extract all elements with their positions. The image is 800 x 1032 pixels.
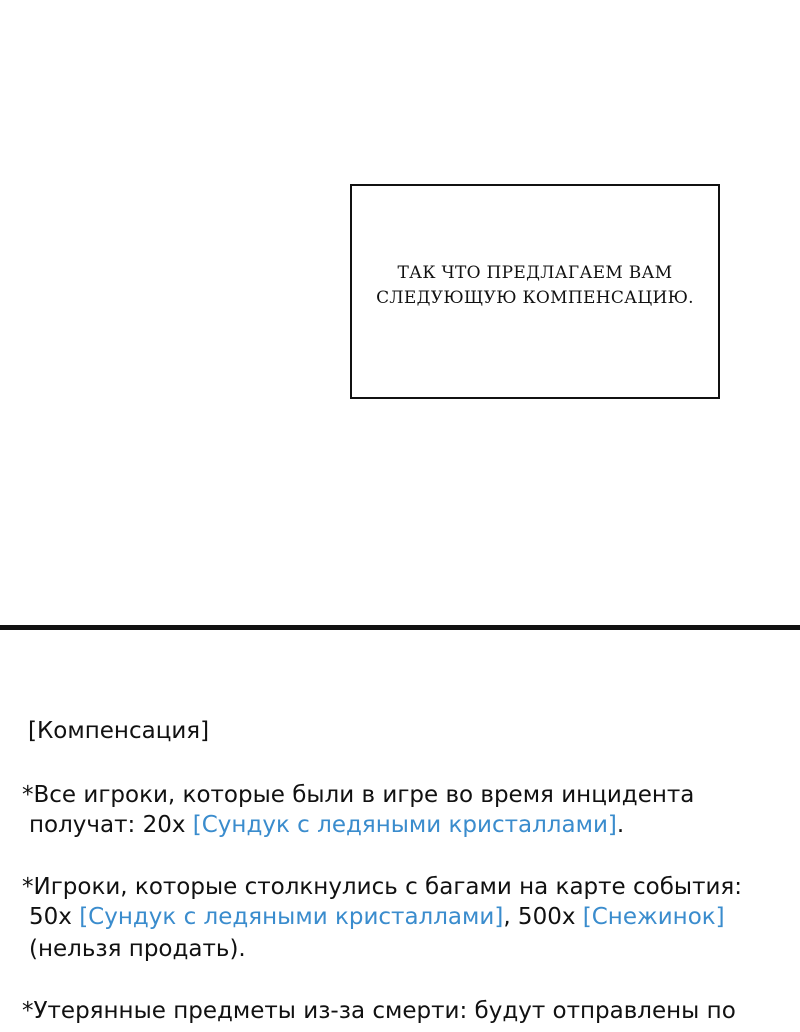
- notice-p3-line1: *Утерянные предметы из-за смерти: будут отправлены по: [22, 998, 736, 1024]
- notice-p2-line1: *Игроки, которые столкнулись с багами на карте события:: [22, 874, 742, 900]
- caption-line-1: ТАК ЧТО ПРЕДЛАГАЕМ ВАМ: [397, 262, 673, 283]
- caption-line-2: СЛЕДУЮЩУЮ КОМПЕНСАЦИЮ.: [376, 287, 694, 308]
- item-ice-crystal-chest: [Сундук с ледяными кристаллами]: [79, 904, 504, 930]
- notice-p1-suffix: .: [616, 812, 625, 838]
- notice-p1-line1: *Все игроки, которые были в игре во время инцидента: [22, 782, 695, 808]
- notice-p2-line2: [29, 902, 725, 932]
- notice-heading: [Компенсация]: [28, 718, 210, 744]
- panel-divider: [0, 625, 800, 630]
- item-snowflakes: [Снежинок]: [582, 904, 725, 930]
- notice-p2-line3: (нельзя продать).: [29, 936, 246, 962]
- notice-p1-prefix: получат: 20x: [29, 812, 193, 838]
- item-ice-crystal-chest: [Сундук с ледяными кристаллами]: [192, 812, 617, 838]
- notice-p2-prefix: 50x: [29, 904, 80, 930]
- notice-p1-line2: [29, 810, 624, 840]
- caption-text: [376, 261, 694, 311]
- caption-box: [350, 184, 720, 399]
- notice-p2-mid: , 500x: [503, 904, 583, 930]
